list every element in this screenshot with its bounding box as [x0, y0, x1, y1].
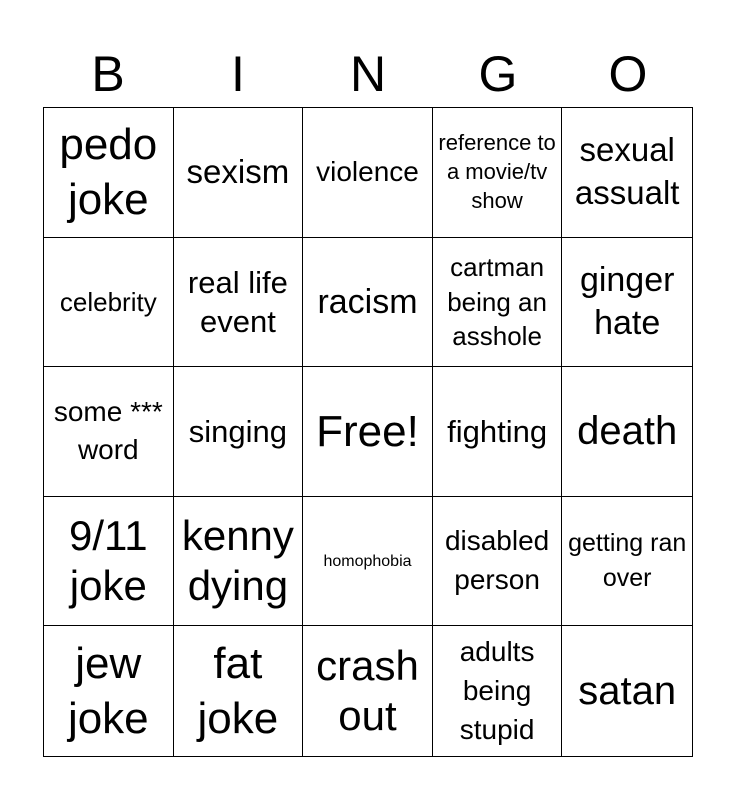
bingo-cell[interactable] — [433, 497, 563, 627]
cell-label: fat joke — [197, 638, 279, 744]
cell-label: adults being stupid — [459, 636, 535, 745]
bingo-cell[interactable] — [433, 626, 563, 756]
bingo-cell[interactable] — [174, 238, 304, 368]
header-letter-g: G — [478, 46, 518, 102]
cell-label: jew joke — [67, 638, 149, 744]
cell-label: reference to a movie/tv show — [438, 130, 556, 213]
bingo-cell[interactable] — [44, 367, 174, 497]
header-letter-i: I — [231, 46, 245, 102]
cell-label: disabled person — [444, 525, 550, 596]
bingo-cell[interactable] — [433, 238, 563, 368]
bingo-cell[interactable] — [174, 497, 304, 627]
bingo-cell[interactable] — [433, 108, 563, 238]
bingo-cell[interactable] — [44, 497, 174, 627]
free-space-cell[interactable] — [303, 367, 433, 497]
cell-label: singing — [188, 413, 288, 449]
cell-label: death — [577, 409, 678, 454]
cell-label: satan — [578, 669, 677, 714]
bingo-board — [43, 107, 693, 757]
bingo-cell[interactable] — [174, 108, 304, 238]
cell-label: kenny dying — [181, 511, 294, 610]
bingo-cell[interactable] — [303, 238, 433, 368]
cell-label: homophobia — [323, 552, 412, 570]
bingo-header — [43, 40, 693, 108]
header-letter-o: O — [608, 46, 648, 102]
cell-label: getting ran over — [568, 529, 687, 593]
free-space-label: Free! — [316, 406, 419, 456]
cell-label: racism — [317, 282, 418, 321]
bingo-cell[interactable] — [303, 497, 433, 627]
cell-label: crash out — [316, 641, 419, 740]
bingo-cell[interactable] — [303, 108, 433, 238]
cell-label: fighting — [447, 413, 548, 449]
cell-label: some *** word — [53, 395, 163, 466]
cell-label: ginger hate — [579, 261, 675, 342]
bingo-cell[interactable] — [174, 367, 304, 497]
cell-label: sexual assualt — [574, 131, 680, 212]
cell-label: 9/11 joke — [68, 511, 148, 610]
cell-label: sexism — [186, 152, 290, 190]
bingo-cell[interactable] — [562, 626, 692, 756]
cell-label: pedo joke — [59, 119, 158, 225]
header-letter-n: N — [349, 46, 387, 102]
cell-label: violence — [316, 155, 419, 187]
bingo-cell[interactable] — [174, 626, 304, 756]
bingo-cell[interactable] — [562, 238, 692, 368]
cell-label: real life event — [187, 264, 288, 339]
cell-label: cartman being an asshole — [447, 252, 547, 352]
bingo-cell[interactable] — [562, 497, 692, 627]
bingo-cell[interactable] — [562, 367, 692, 497]
cell-label: celebrity — [59, 286, 157, 317]
header-letter-b: B — [91, 46, 125, 102]
bingo-cell[interactable] — [44, 238, 174, 368]
bingo-cell[interactable] — [44, 626, 174, 756]
bingo-cell[interactable] — [44, 108, 174, 238]
bingo-cell[interactable] — [562, 108, 692, 238]
bingo-cell[interactable] — [303, 626, 433, 756]
bingo-cell[interactable] — [433, 367, 563, 497]
